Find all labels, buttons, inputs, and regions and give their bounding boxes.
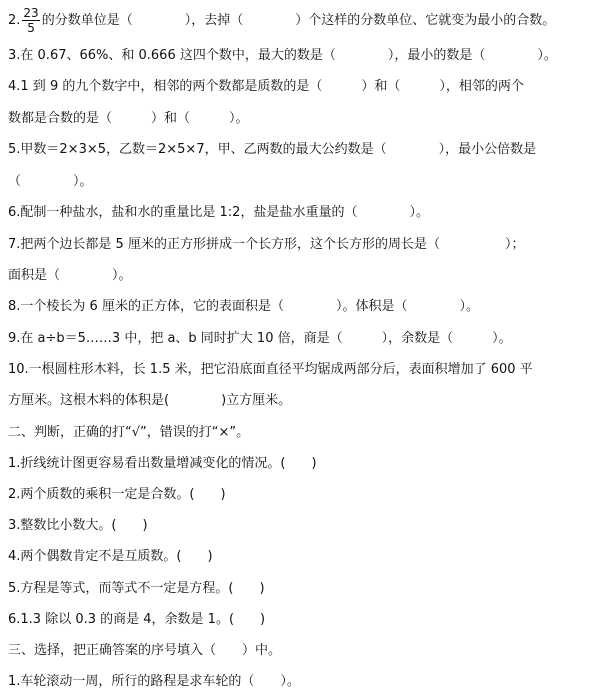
section-3-heading: 三、选择，把正确答案的序号填入（ ）中。 [8,643,282,658]
fraction-denominator: 5 [27,21,35,35]
choice-question-1: 1.车轮滚动一周，所行的路程是求车轮的（ ）。 [8,674,300,689]
fraction-numerator: 23 [23,6,39,20]
judge-question-4: 4.两个偶数肯定不是互质数。( ) [8,549,213,564]
question-5-line: 5.甲数＝2×3×5，乙数＝2×5×7，甲、乙两数的最大公约数是（ ），最小公倍数是 [8,142,537,157]
judge-question-5: 5.方程是等式，而等式不一定是方程。( ) [8,581,265,596]
question-4-line: 4.1 到 9 的九个数字中，相邻的两个数都是质数的是（ ）和（ ），相邻的两个 [8,79,524,94]
question-6-line: 6.配制一种盐水，盐和水的重量比是 1:2，盐是盐水重量的（ ）。 [8,205,429,220]
question-8-line: 8.一个棱长为 6 厘米的正方体，它的表面积是（ ）。体积是（ ）。 [8,299,479,314]
question-number: 2. [8,13,21,28]
question-3-line: 3.在 0.67、66%、和 0.666 这四个数中，最大的数是（ ），最小的数是（ ）。 [8,48,557,63]
question-4-line-cont: 数都是合数的是（ ）和（ ）。 [8,111,249,126]
judge-question-3: 3.整数比小数大。( ) [8,518,148,533]
question-7-line: 7.把两个边长都是 5 厘米的正方形拼成一个长方形，这个长方形的周长是（ ）； [8,237,525,252]
fraction [22,6,39,35]
judge-question-1: 1.折线统计图更容易看出数量增减变化的情况。( ) [8,456,317,471]
question-9-line: 9.在 a÷b＝5……3 中，把 a、b 同时扩大 10 倍，商是（ ），余数是（ ）。 [8,331,512,346]
section-2-heading: 二、判断，正确的打“√”，错误的打“×”。 [8,425,250,440]
judge-question-6: 6.1.3 除以 0.3 的商是 4，余数是 1。( ) [8,612,266,627]
question-text: 的分数单位是（ ），去掉（ ）个这样的分数单位、它就变为最小的合数。 [41,13,556,28]
judge-question-2: 2.两个质数的乘积一定是合数。( ) [8,487,226,502]
question-7-line-cont: 面积是（ ）。 [8,268,132,283]
question-10-line-cont: 方厘米。这根木料的体积是( )立方厘米。 [8,393,292,408]
question-5-line-cont: （ ）。 [8,174,93,189]
question-2-line [8,6,555,35]
question-10-line: 10.一根圆柱形木料，长 1.5 米，把它沿底面直径平均锯成两部分后，表面积增加了 600 平 [8,362,533,377]
